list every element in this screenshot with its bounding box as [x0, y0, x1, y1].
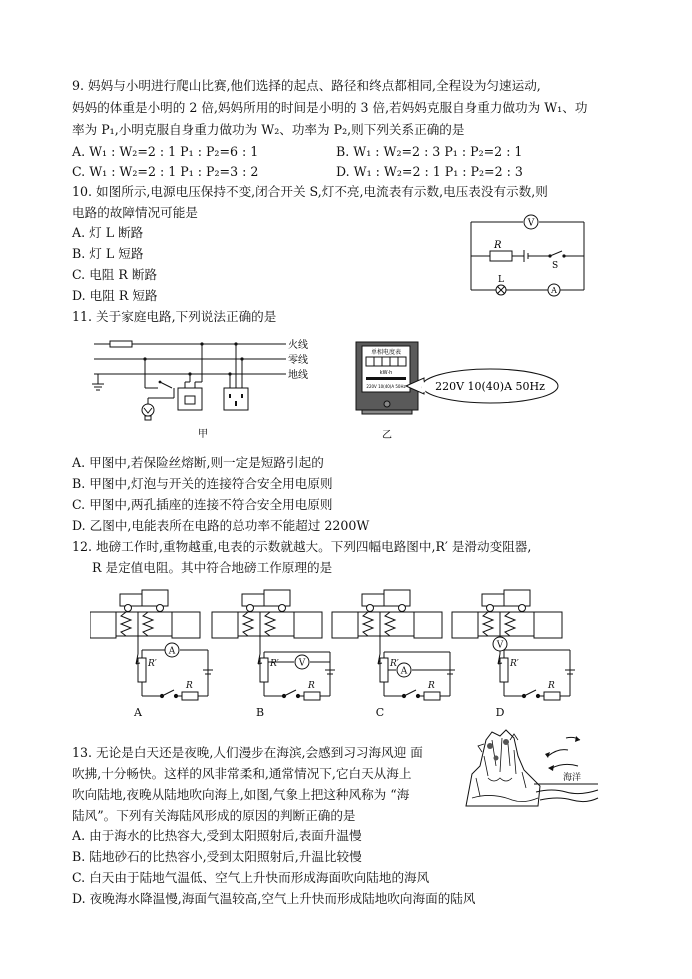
fixed-resistor-label: R [548, 681, 555, 691]
ground-right [414, 612, 442, 638]
meter-label: V [298, 658, 306, 669]
q12-option-label-b: B [255, 706, 265, 719]
q9-option-c: C. W₁ : W₂=2 : 1 P₁ : P₂=3 : 2 [72, 164, 259, 179]
spring [483, 612, 493, 636]
q12-figures [90, 586, 590, 722]
truck-wheel [367, 605, 374, 612]
fixed-resistor [424, 692, 440, 700]
q9-line1: 9. 妈妈与小明进行爬山比赛,他们选择的起点、路径和终点都相同,全程设为匀速运动, [72, 78, 541, 93]
ground-right [294, 612, 322, 638]
ground-left [90, 612, 116, 638]
sea-label: 海洋 [562, 773, 582, 783]
truck-wheel [399, 605, 406, 612]
fixed-resistor [304, 692, 320, 700]
truck-wheel [247, 605, 254, 612]
q12-option-label-c: C [375, 706, 385, 719]
fixed-resistor [182, 692, 198, 700]
truck-cab [242, 594, 264, 606]
switch-lever [404, 690, 416, 696]
q12-circuit-b [212, 590, 335, 719]
switch-lever [162, 690, 174, 696]
q9-option-d: D. W₁ : W₂=2 : 1 P₁ : P₂=2 : 3 [336, 164, 523, 179]
q9-line3: 率为 P₁,小明克服自身重力做功为 W₂、功率为 P₂,则下列关系正确的是 [72, 122, 465, 137]
truck-bed [384, 590, 410, 606]
fire-wire-label: 火线 [288, 340, 308, 351]
rheostat [380, 658, 388, 682]
ground-left [212, 612, 238, 638]
q13-line2: 吹拂,十分畅快。这样的风非常柔和,通常情况下,它白天从海上 [72, 766, 412, 781]
q10-lamp-label: L [498, 275, 504, 285]
q11-figure-yi [352, 338, 560, 442]
q10-ammeter-label: A [551, 286, 557, 295]
fixed-resistor-label: R [428, 681, 435, 691]
q10-circuit-figure [466, 212, 596, 300]
meter-label: A [400, 666, 408, 677]
neutral-wire-label: 零线 [288, 355, 308, 366]
q13-option-d: D. 夜晚海水降温慢,海面气温较高,空气上升快而形成陆地吹向海面的陆风 [72, 891, 476, 906]
q13-option-a: A. 由于海水的比热容大,受到太阳照射后,表面升温慢 [72, 828, 362, 843]
meter-title: 单相电度表 [370, 349, 402, 356]
q10-voltmeter-label: V [527, 218, 535, 229]
truck-bed [142, 590, 168, 606]
truck-wheel [487, 605, 494, 612]
truck-wheel [279, 605, 286, 612]
q10-line2: 电路的故障情况可能是 [72, 205, 198, 220]
truck-cab [362, 594, 384, 606]
truck-wheel [125, 605, 132, 612]
q11-stem: 11. 关于家庭电路,下列说法正确的是 [72, 309, 277, 324]
rheostat [138, 658, 146, 682]
truck-cab [120, 594, 142, 606]
rheostat-label: R′ [510, 659, 519, 669]
meter-unit: kW·h [379, 370, 393, 376]
fixed-resistor-label: R [186, 681, 193, 691]
spring [243, 612, 253, 636]
truck-wheel [519, 605, 526, 612]
spring [143, 612, 153, 636]
spring [265, 612, 275, 636]
rheostat [500, 658, 508, 682]
spring [363, 612, 373, 636]
q13-option-b: B. 陆地砂石的比热容小,受到太阳照射后,升温比较慢 [72, 849, 362, 864]
truck-wheel [157, 605, 164, 612]
q13-sea-land-breeze-figure [462, 726, 602, 810]
rheostat-label: R′ [270, 659, 279, 669]
q9-option-a: A. W₁ : W₂=2 : 1 P₁ : P₂=6 : 1 [72, 144, 259, 159]
meter-label: A [168, 646, 176, 657]
spring [385, 612, 395, 636]
q11-option-a: A. 甲图中,若保险丝熔断,则一定是短路引起的 [72, 455, 324, 470]
q11-option-b: B. 甲图中,灯泡与开关的连接符合安全用电原则 [72, 476, 333, 491]
meter-label: V [496, 640, 504, 651]
q9-line2: 妈妈的体重是小明的 2 倍,妈妈所用的时间是小明的 3 倍,若妈妈克服自身重力做功为 W₁、功 [72, 100, 588, 115]
q10-option-b: B. 灯 L 短路 [72, 246, 144, 261]
q10-option-c: C. 电阻 R 断路 [72, 267, 158, 282]
q13-line1: 13. 无论是白天还是夜晚,人们漫步在海滨,会感到习习海风迎 面 [72, 745, 423, 760]
q12-line2: R 是定值电阻。其中符合地磅工作原理的是 [92, 560, 333, 575]
spring [505, 612, 515, 636]
meter-spec-bubble: 220V 10(40)A 50Hz [435, 380, 545, 393]
fixed-resistor [544, 692, 560, 700]
q11-option-c: C. 甲图中,两孔插座的连接不符合安全用电原则 [72, 497, 333, 512]
ground-left [452, 612, 478, 638]
spring [121, 612, 131, 636]
rheostat-label: R′ [390, 659, 399, 669]
switch-lever [284, 690, 296, 696]
q12-circuit-c [332, 590, 455, 719]
q11-option-d: D. 乙图中,电能表所在电路的总功率不能超过 2200W [72, 518, 370, 533]
rheostat-label: R′ [148, 659, 157, 669]
switch-lever [524, 690, 536, 696]
figure-jia-caption: 甲 [198, 429, 208, 440]
q10-resistor-label: R [494, 240, 502, 251]
rheostat [260, 658, 268, 682]
q9-option-b: B. W₁ : W₂=2 : 3 P₁ : P₂=2 : 1 [336, 144, 523, 159]
q13-line3: 吹向陆地,夜晚从陆地吹向海上,如图,气象上把这种风称为 “海 [72, 787, 410, 802]
q10-option-d: D. 电阻 R 短路 [72, 288, 158, 303]
q10-switch-label: S [552, 261, 559, 271]
q12-option-label-a: A [134, 706, 142, 719]
meter-spec: 220V 10(40)A 50Hz [366, 384, 406, 389]
q12-option-label-d: D [495, 706, 505, 719]
q13-option-c: C. 白天由于陆地气温低、空气上升快而形成海面吹向陆地的海风 [72, 870, 430, 885]
q10-line1: 10. 如图所示,电源电压保持不变,闭合开关 S,灯不亮,电流表有示数,电压表没有示数,则 [72, 184, 548, 199]
q13-line4: 陆风”。下列有关海陆风形成的原因的判断正确的是 [72, 808, 356, 823]
fixed-resistor-label: R [308, 681, 315, 691]
q12-line1: 12. 地磅工作时,重物越重,电表的示数就越大。下列四幅电路图中,R′ 是滑动变阻器, [72, 539, 532, 554]
q12-circuit-a [90, 590, 213, 719]
q10-option-a: A. 灯 L 断路 [72, 225, 144, 240]
ground-left [332, 612, 358, 638]
ground-wire-label: 地线 [288, 370, 308, 381]
truck-bed [264, 590, 290, 606]
truck-cab [482, 594, 504, 606]
q11-figure-jia [90, 330, 320, 442]
ground-right [172, 612, 200, 638]
figure-yi-caption: 乙 [382, 430, 392, 441]
truck-bed [504, 590, 530, 606]
ground-right [534, 612, 562, 638]
q12-circuit-d [452, 590, 575, 719]
